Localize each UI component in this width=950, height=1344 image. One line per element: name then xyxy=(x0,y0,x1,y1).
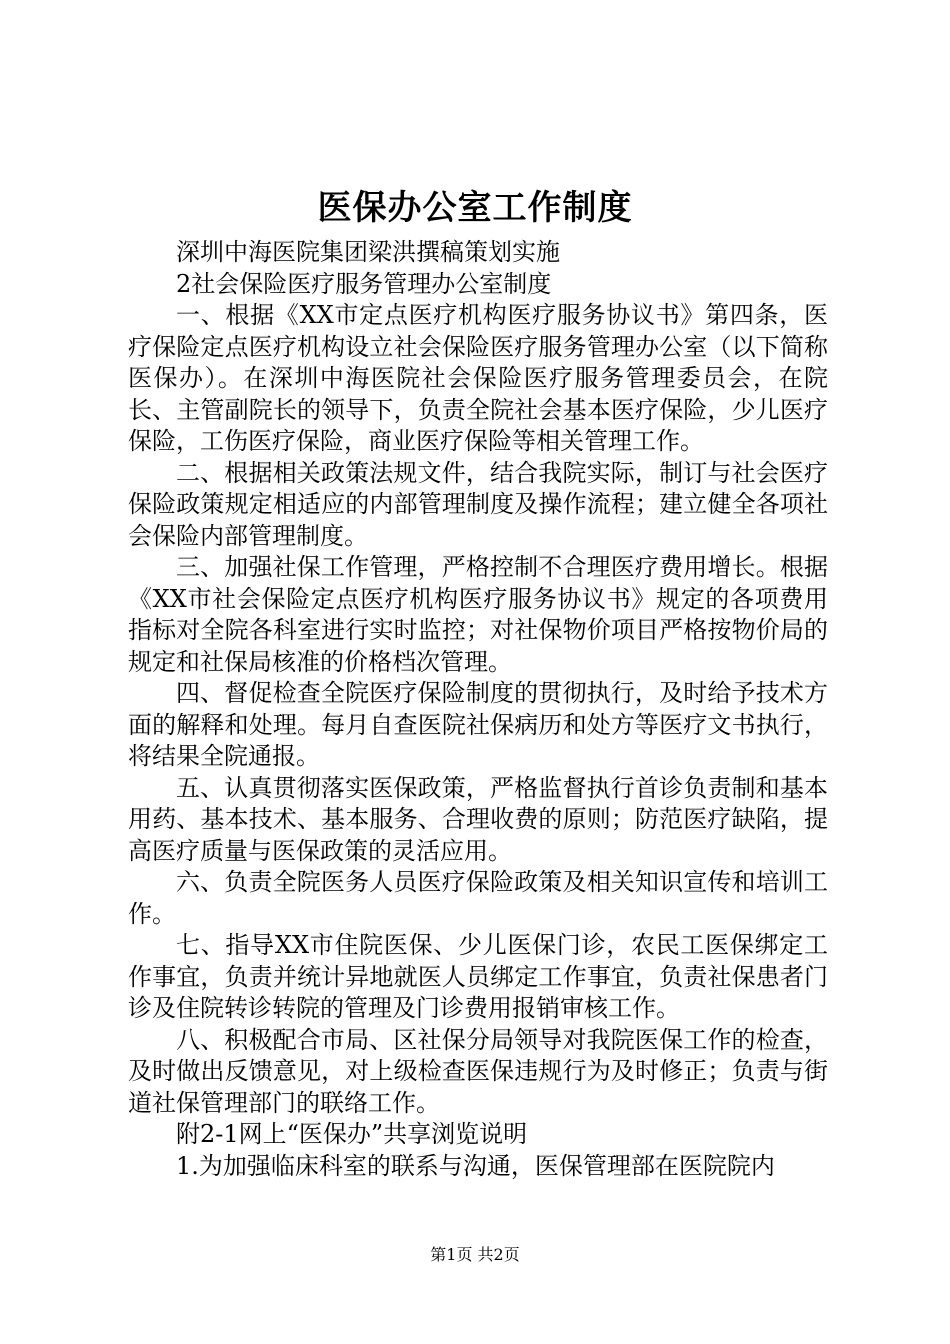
paragraph-appendix-item-1: 1.为加强临床科室的联系与沟通，医保管理部在医院院内 xyxy=(176,1151,775,1180)
paragraph-item-8: 八、积极配合市局、区社保分局领导对我院医保工作的检查，及时做出反馈意见，对上级检查医保违规行为及时修正；负责与街道社保管理部门的联络工作。 xyxy=(128,1025,828,1117)
document-body xyxy=(128,237,828,1182)
paragraph-item-1: 一、根据《XX市定点医疗机构医疗服务协议书》第四条，医疗保险定点医疗机构设立社会保险医疗服务管理办公室（以下简称医保办）。在深圳中海医院社会保险医疗服务管理委员会，在院长、主管副院长的领导下，负责全院社会基本医疗保险，少儿医疗保险，工伤医疗保险，商业医疗保险等相关管理工作。 xyxy=(128,301,828,455)
paragraph-item-2: 二、根据相关政策法规文件，结合我院实际，制订与社会医疗保险政策规定相适应的内部管理制度及操作流程；建立健全各项社会保险内部管理制度。 xyxy=(128,458,828,550)
paragraph-item-4: 四、督促检查全院医疗保险制度的贯彻执行，及时给予技术方面的解释和处理。每月自查医院社保病历和处方等医疗文书执行，将结果全院通报。 xyxy=(128,679,828,770)
paragraph-item-3: 三、加强社保工作管理，严格控制不合理医疗费用增长。根据《XX市社会保险定点医疗机构医疗服务协议书》规定的各项费用指标对全院各科室进行实时监控；对社保物价项目严格按物价局的规定和社保局核准的价格档次管理。 xyxy=(128,553,828,676)
paragraph-item-5: 五、认真贯彻落实医保政策，严格监督执行首诊负责制和基本用药、基本技术、基本服务、合理收费的原则；防范医疗缺陷，提高医疗质量与医保政策的灵活应用。 xyxy=(128,773,828,865)
paragraph-section-heading: 2社会保险医疗服务管理办公室制度 xyxy=(176,269,552,298)
paragraph-appendix-heading: 附2-1网上“医保办”共享浏览说明 xyxy=(176,1120,528,1148)
document-title: 医保办公室工作制度 xyxy=(317,188,633,228)
page-number: 第1页 共2页 xyxy=(430,1245,520,1264)
paragraph-item-6: 六、负责全院医务人员医疗保险政策及相关知识宣传和培训工作。 xyxy=(128,868,828,928)
paragraph-item-7: 七、指导XX市住院医保、少儿医保门诊，农民工医保绑定工作事宜，负责并统计异地就医人员绑定工作事宜，负责社保患者门诊及住院转诊转院的管理及门诊费用报销审核工作。 xyxy=(128,931,828,1022)
paragraph-author-line: 深圳中海医院集团梁洪撰稿策划实施 xyxy=(176,238,560,266)
